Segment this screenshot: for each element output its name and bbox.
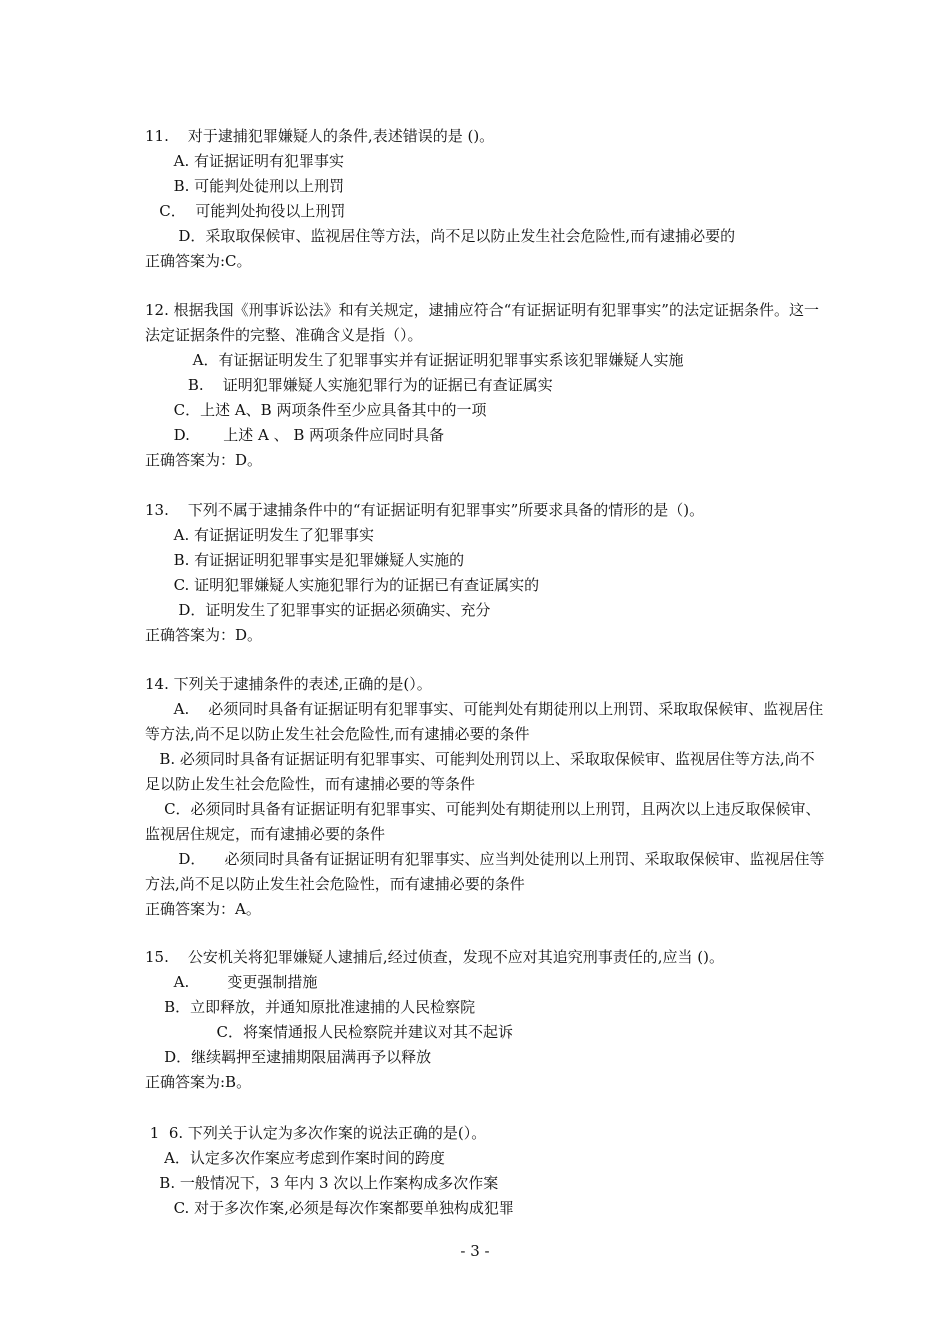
option-c: C. 对于多次作案,必须是每次作案都要单独构成犯罪 <box>145 1199 514 1217</box>
question-12 <box>145 298 825 473</box>
option-d: D．证明发生了犯罪事实的证据必须确实、充分 <box>145 601 491 619</box>
question-stem: 1 6. 下列关于认定为多次作案的说法正确的是(）。 <box>145 1124 487 1142</box>
question-stem: 14. 下列关于逮捕条件的表述,正确的是(）。 <box>145 675 432 693</box>
question-11 <box>145 124 825 274</box>
answer-text: 正确答案为:C。 <box>145 252 252 270</box>
option-c: C．必须同时具备有证据证明有犯罪事实、可能判处有期徒刑以上刑罚，且两次以上违反取保候审、监视居住规定，而有逮捕必要的条件 <box>145 800 821 843</box>
option-b: B. 证明犯罪嫌疑人实施犯罪行为的证据已有查证属实 <box>145 376 553 394</box>
question-14 <box>145 672 825 922</box>
answer-text: 正确答案为：A。 <box>145 900 261 918</box>
question-stem: 11. 对于逮捕犯罪嫌疑人的条件,表述错误的是 ()。 <box>145 127 495 145</box>
option-b: B. 有证据证明犯罪事实是犯罪嫌疑人实施的 <box>145 551 465 569</box>
option-a: A．有证据证明发生了犯罪事实并有证据证明犯罪事实系该犯罪嫌疑人实施 <box>145 351 684 369</box>
option-a: A. 有证据证明有犯罪事实 <box>145 152 344 170</box>
option-c: C． 可能判处拘役以上刑罚 <box>145 202 346 220</box>
question-stem: 13. 下列不属于逮捕条件中的“有证据证明有犯罪事实”所要求具备的情形的是（)。 <box>145 501 705 519</box>
option-c: C．上述 A、B 两项条件至少应具备其中的一项 <box>145 401 487 419</box>
option-b: B．立即释放，并通知原批准逮捕的人民检察院 <box>145 998 476 1016</box>
answer-text: 正确答案为：D。 <box>145 626 263 644</box>
question-stem: 15. 公安机关将犯罪嫌疑人逮捕后,经过侦查，发现不应对其追究刑事责任的,应当 ()。 <box>145 948 724 966</box>
option-a: A. 变更强制措施 <box>145 973 318 991</box>
page-number: - 3 - <box>460 1242 490 1260</box>
question-13 <box>145 498 825 648</box>
option-d: D．采取取保候审、监视居住等方法，尚不足以防止发生社会危险性,而有逮捕必要的 <box>145 227 736 245</box>
answer-text: 正确答案为:B。 <box>145 1073 252 1091</box>
option-b: B. 一般情况下，3 年内 3 次以上作案构成多次作案 <box>145 1174 499 1192</box>
answer-text: 正确答案为：D。 <box>145 451 263 469</box>
option-a: A. 必须同时具备有证据证明有犯罪事实、可能判处有期徒刑以上刑罚、采取取保候审、监视居住等方法,尚不足以防止发生社会危险性,而有逮捕必要的条件 <box>145 700 824 743</box>
option-a: A．认定多次作案应考虑到作案时间的跨度 <box>145 1149 445 1167</box>
option-b: B. 可能判处徒刑以上刑罚 <box>145 177 345 195</box>
question-16 <box>145 1121 825 1221</box>
option-c: C. 证明犯罪嫌疑人实施犯罪行为的证据已有查证属实的 <box>145 576 540 594</box>
option-d: D． 必须同时具备有证据证明有犯罪事实、应当判处徒刑以上刑罚、采取取保候审、监视居住等方法,尚不足以防止发生社会危险性，而有逮捕必要的条件 <box>145 850 825 893</box>
option-c: C．将案情通报人民检察院并建议对其不起诉 <box>145 1023 514 1041</box>
question-stem: 12. 根据我国《刑事诉讼法》和有关规定，逮捕应符合“有证据证明有犯罪事实”的法定证据条件。这一法定证据条件的完整、准确含义是指（）。 <box>145 301 819 344</box>
option-a: A. 有证据证明发生了犯罪事实 <box>145 526 374 544</box>
question-15 <box>145 945 825 1095</box>
option-b: B. 必须同时具备有证据证明有犯罪事实、可能判处刑罚以上、采取取保候审、监视居住等方法,尚不足以防止发生社会危险性，而有逮捕必要的等条件 <box>145 750 815 793</box>
option-d: D．继续羁押至逮捕期限届满再予以释放 <box>145 1048 432 1066</box>
option-d: D. 上述 A 、 B 两项条件应同时具备 <box>145 426 445 444</box>
